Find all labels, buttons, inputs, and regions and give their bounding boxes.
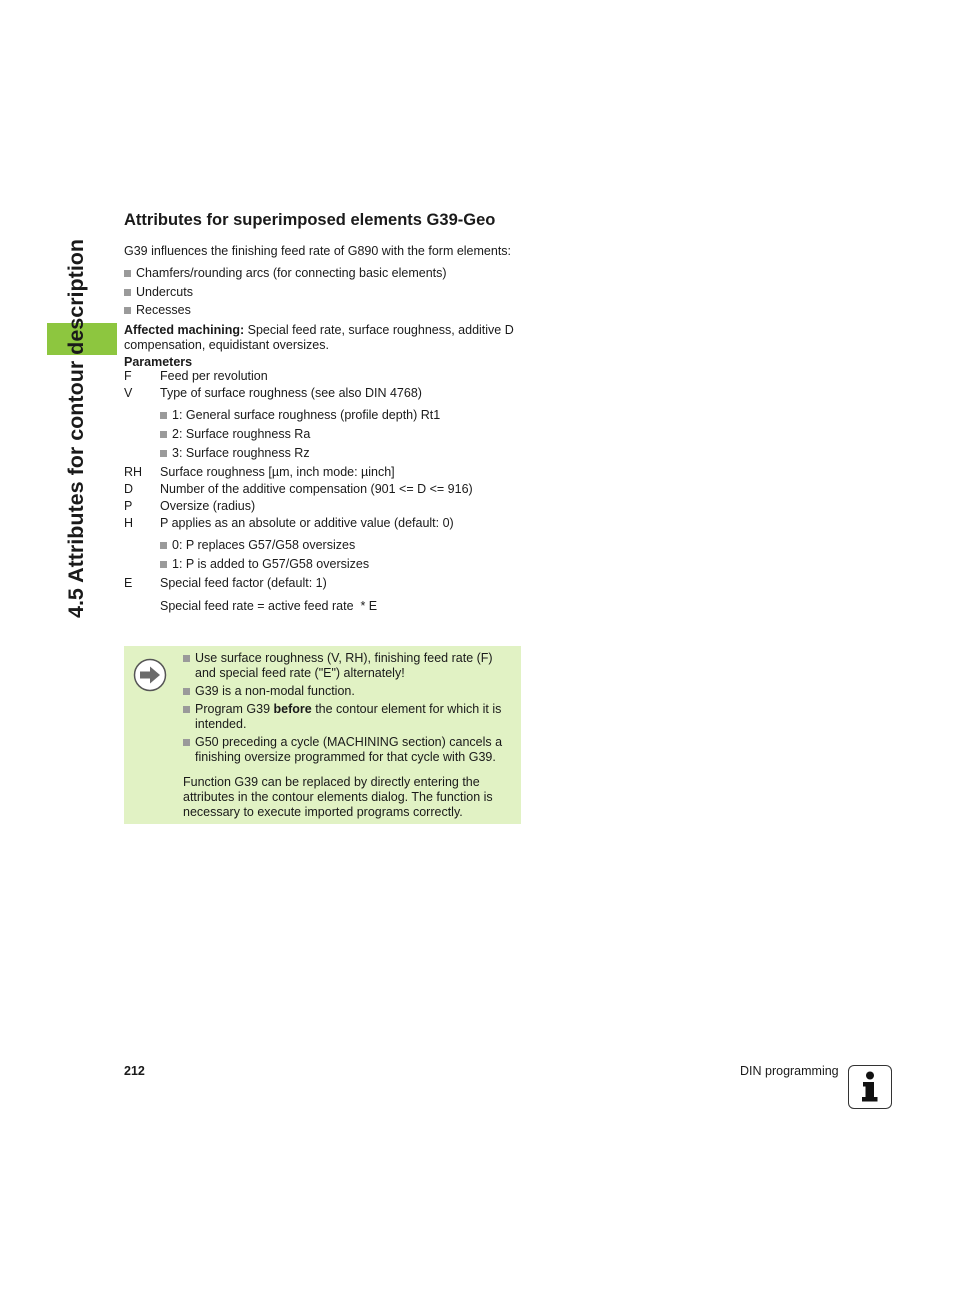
note-text: the contour element for which it is intended. — [195, 702, 502, 731]
note-box — [124, 646, 521, 824]
note-paragraph: Function G39 can be replaced by directly entering the attributes in the contour elements dialog. The function is necessary to execute imported programs correctly. — [183, 775, 493, 819]
note-bold-text: before — [273, 702, 312, 716]
param-key: V — [124, 386, 133, 400]
list-item — [183, 702, 513, 732]
section-heading: Attributes for superimposed elements G39-Geo — [124, 211, 496, 229]
list-item: G39 is a non-modal function. — [183, 684, 513, 699]
param-desc: Number of the additive compensation (901 <= D <= 916) — [160, 482, 473, 496]
param-desc: Oversize (radius) — [160, 499, 256, 513]
affected-text: Special feed rate, surface roughness, additive D compensation, equidistant oversizes. — [124, 323, 514, 352]
list-item: Use surface roughness (V, RH), finishing feed rate (F) and special feed rate ("E") alternately! — [183, 651, 513, 681]
affected-label: Affected machining: — [124, 323, 245, 337]
list-item: Recesses — [124, 303, 524, 318]
chapter-side-title: 4.5 Attributes for contour description — [64, 238, 88, 618]
intro-text: G39 influences the finishing feed rate of G890 with the form elements: — [124, 244, 512, 258]
arrow-right-icon — [133, 658, 167, 692]
affected-machining — [124, 323, 524, 353]
param-key: H — [124, 516, 134, 530]
param-key: P — [124, 499, 133, 513]
param-desc: Surface roughness [µm, inch mode: µinch] — [160, 465, 395, 479]
note-body — [183, 651, 513, 820]
param-row — [124, 369, 524, 384]
form-element-list — [124, 266, 524, 318]
list-item: Undercuts — [124, 285, 524, 300]
param-key: F — [124, 369, 132, 383]
param-desc: Type of surface roughness (see also DIN 4768) — [160, 386, 422, 400]
list-item: G50 preceding a cycle (MACHINING section) cancels a finishing oversize programmed for that cycle with G39. — [183, 735, 513, 765]
param-row — [124, 576, 524, 591]
list-item: 3: Surface roughness Rz — [160, 446, 524, 461]
param-row — [124, 499, 524, 514]
list-item: 0: P replaces G57/G58 oversizes — [160, 538, 524, 553]
list-item: 1: General surface roughness (profile depth) Rt1 — [160, 408, 524, 423]
page-number: 212 — [124, 1064, 145, 1078]
v-options-list — [160, 408, 524, 461]
footer-chapter: DIN programming — [740, 1064, 839, 1078]
param-desc: Feed per revolution — [160, 369, 268, 383]
param-key: RH — [124, 465, 143, 479]
param-desc: Special feed factor (default: 1) — [160, 576, 327, 590]
param-row — [124, 465, 524, 480]
info-icon — [848, 1065, 892, 1109]
param-desc: P applies as an absolute or additive value (default: 0) — [160, 516, 454, 530]
formula-text: Special feed rate = active feed rate * E — [160, 599, 378, 613]
param-row — [124, 482, 524, 497]
param-key: D — [124, 482, 134, 496]
main-content — [124, 210, 524, 614]
list-item: 1: P is added to G57/G58 oversizes — [160, 557, 524, 572]
param-row — [124, 516, 524, 531]
param-key: E — [124, 576, 133, 590]
param-row — [124, 386, 524, 401]
note-list — [183, 651, 513, 765]
parameters-title: Parameters — [124, 355, 193, 369]
list-item: Chamfers/rounding arcs (for connecting basic elements) — [124, 266, 524, 281]
h-options-list — [160, 538, 524, 572]
list-item: 2: Surface roughness Ra — [160, 427, 524, 442]
note-text: Program G39 — [195, 702, 274, 716]
